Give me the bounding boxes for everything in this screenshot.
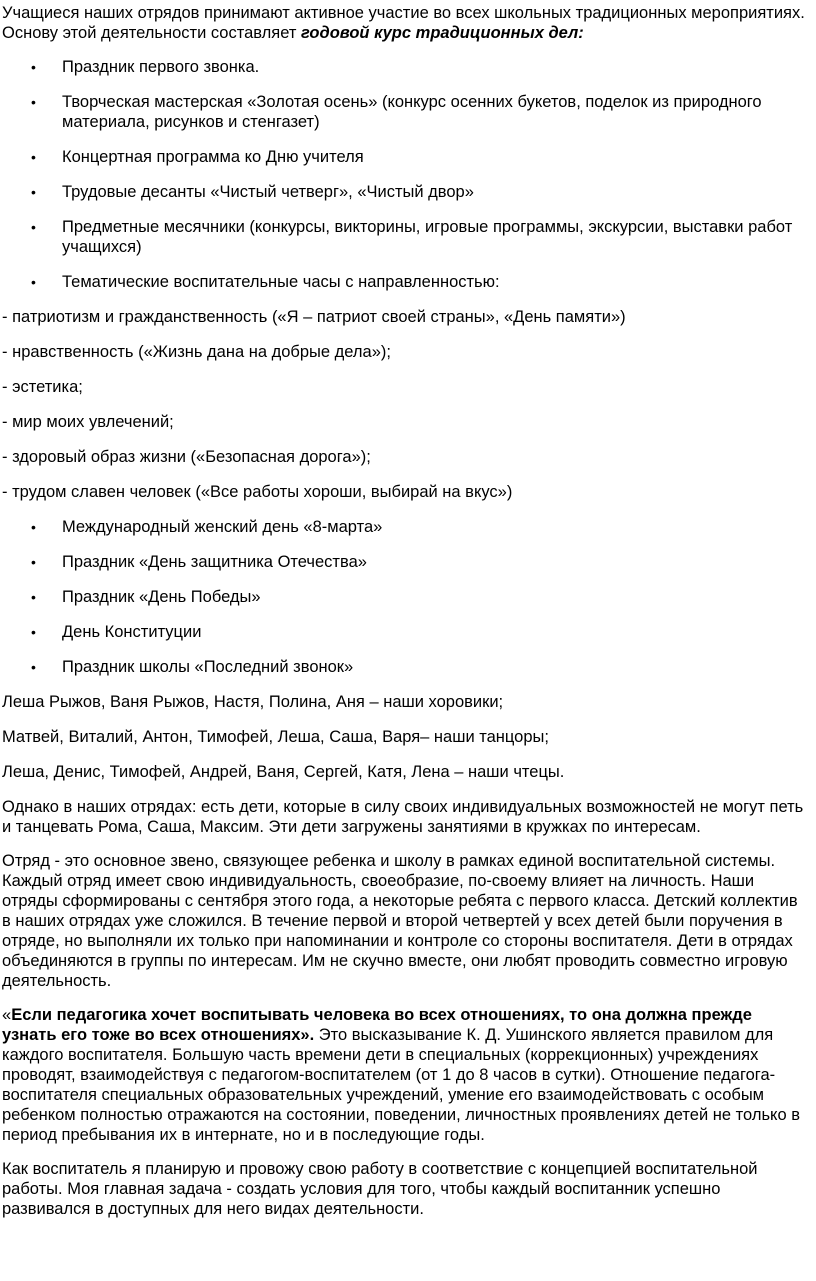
list-item — [2, 57, 806, 77]
bullet-icon: • — [31, 554, 36, 570]
events-list-2 — [2, 517, 806, 677]
choir-members: Леша Рыжов, Ваня Рыжов, Настя, Полина, Аня – наши хоровики; — [2, 693, 504, 711]
bullet-icon: • — [31, 184, 36, 200]
dash-item: - нравственность («Жизнь дана на добрые дела»); — [2, 343, 391, 361]
dash-item: - здоровый образ жизни («Безопасная дорога»); — [2, 448, 371, 466]
list-item-text: Праздник школы «Последний звонок» — [62, 658, 354, 676]
groups-section — [2, 692, 806, 782]
list-item-text: Международный женский день «8-марта» — [62, 518, 383, 536]
themes-dash-list — [2, 307, 806, 502]
list-item — [2, 552, 806, 572]
list-item-text: Праздник «День защитника Отечества» — [62, 553, 367, 571]
bullet-icon: • — [31, 219, 36, 235]
list-item — [2, 92, 806, 132]
readers-members: Леша, Денис, Тимофей, Андрей, Ваня, Сергей, Катя, Лена – наши чтецы. — [2, 763, 565, 781]
list-item-text: Праздник «День Победы» — [62, 588, 261, 606]
bullet-icon: • — [31, 519, 36, 535]
list-item-text: Тематические воспитательные часы с направленностью: — [62, 273, 500, 291]
list-item-text: День Конституции — [62, 623, 202, 641]
list-item-text: Трудовые десанты «Чистый четверг», «Чистый двор» — [62, 183, 474, 201]
dash-item: - трудом славен человек («Все работы хороши, выбирай на вкус») — [2, 483, 513, 501]
list-item-text: Праздник первого звонка. — [62, 58, 260, 76]
bullet-icon: • — [31, 659, 36, 675]
ushinsky-quote: Если педагогика хочет воспитывать человека во всех отношениях, то она должна прежде узнать его тоже во всех отношениях». — [2, 1006, 752, 1044]
list-item — [2, 147, 806, 167]
paragraph-3-text: Это высказывание К. Д. Ушинского является правилом для каждого воспитателя. Большую часть времени дети в специальных (коррекционных) учреждениях проводят, взаимодействуя с педагогом-воспитателем (от 1 до 8 часов в сутки). Отношение педагога-воспитателя специальных образовательных учреждений, умение его взаимодействовать с особым ребенком полностью отражаются на состоянии, поведении, личностных проявлениях детей не только в период пребывания их в интернате, но и в последующие годы. — [2, 1026, 800, 1144]
list-item — [2, 217, 806, 257]
open-quote: « — [2, 1006, 12, 1024]
events-list-1 — [2, 57, 806, 292]
bullet-icon: • — [31, 274, 36, 290]
intro-emphasis: годовой курс традиционных дел: — [301, 24, 584, 42]
dash-item: - мир моих увлечений; — [2, 413, 174, 431]
intro-text: Учащиеся наших отрядов принимают активное участие во всех школьных традиционных мероприятиях. Основу этой деятельности составляет — [2, 4, 805, 42]
list-item — [2, 657, 806, 677]
list-item-text: Предметные месячники (конкурсы, викторины, игровые программы, экскурсии, выставки работ учащихся) — [62, 218, 793, 256]
paragraph-2: Отряд - это основное звено, связующее ребенка и школу в рамках единой воспитательной системы. Каждый отряд имеет свою индивидуальность, своеобразие, по-своему влияет на личность. Наши отряды сформированы с сентября этого года, а некоторые ребята с первого класса. Детский коллектив в наших отрядах уже сложился. В течение первой и второй четвертей у всех детей были поручения в отряде, но выполняли их только при напоминании и контроле со стороны воспитателя. Дети в отрядах объединяются в группы по интересам. Им не скучно вместе, они любят проводить совместно игровую деятельность. — [2, 852, 798, 990]
bullet-icon: • — [31, 149, 36, 165]
intro-paragraph — [2, 0, 806, 43]
list-item — [2, 587, 806, 607]
list-item — [2, 272, 806, 292]
list-item-text: Концертная программа ко Дню учителя — [62, 148, 364, 166]
list-item — [2, 517, 806, 537]
dash-item: - патриотизм и гражданственность («Я – патриот своей страны», «День памяти») — [2, 308, 626, 326]
paragraph-3 — [2, 1005, 806, 1145]
dash-item: - эстетика; — [2, 378, 83, 396]
bullet-icon: • — [31, 59, 36, 75]
bullet-icon: • — [31, 94, 36, 110]
paragraph-4: Как воспитатель я планирую и провожу свою работу в соответствие с концепцией воспитательной работы. Моя главная задача - создать условия для того, чтобы каждый воспитанник успешно развивался в доступных для него видах деятельности. — [2, 1160, 758, 1218]
bullet-icon: • — [31, 589, 36, 605]
list-item-text: Творческая мастерская «Золотая осень» (конкурс осенних букетов, поделок из природного материала, рисунков и стенгазет) — [62, 93, 762, 131]
list-item — [2, 182, 806, 202]
list-item — [2, 622, 806, 642]
dancers-members: Матвей, Виталий, Антон, Тимофей, Леша, Саша, Варя– наши танцоры; — [2, 728, 549, 746]
bullet-icon: • — [31, 624, 36, 640]
paragraph-1: Однако в наших отрядах: есть дети, которые в силу своих индивидуальных возможностей не могут петь и танцевать Рома, Саша, Максим. Эти дети загружены занятиями в кружках по интересам. — [2, 798, 804, 836]
